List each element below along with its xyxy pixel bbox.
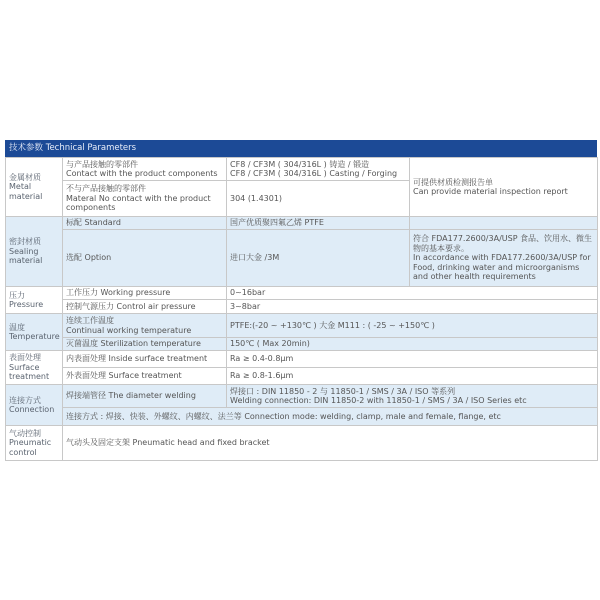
param-label: 外表面处理 Surface treatment [63, 368, 227, 385]
label-zh: 金属材质 [9, 172, 41, 182]
param-label: 灭菌温度 Sterilization temperature [63, 338, 227, 351]
label-en: Contact with the product components [66, 169, 218, 178]
value-en: Welding connection: DIN 11850-2 with 11850-1 / SMS / 3A / ISO Series etc [230, 396, 527, 405]
param-value: 0~16bar [227, 287, 598, 300]
table-row [6, 351, 598, 368]
label-en: Temperature [9, 332, 60, 341]
param-value: 304 (1.4301) [227, 181, 410, 217]
table-row [6, 230, 598, 287]
value-zh: 焊接口 : DIN 11850 - 2 与 11850-1 / SMS / 3A / ISO 等系列 [230, 386, 456, 396]
category-pneumatic [6, 426, 63, 461]
param-value: Ra ≥ 0.4-0.8μm [227, 351, 598, 368]
label-zh: 连接方式 [9, 395, 41, 405]
category-connection [6, 385, 63, 426]
parameters-grid [5, 157, 598, 461]
param-label: 标配 Standard [63, 217, 227, 230]
value-zh: CF8 / CF3M ( 304/316L ) 铸造 / 锻造 [230, 159, 370, 169]
category-sealing [6, 217, 63, 287]
label-zh: 温度 [9, 322, 25, 332]
category-pressure [6, 287, 63, 314]
note-en: Can provide material inspection report [413, 187, 568, 196]
param-label [63, 181, 227, 217]
param-note [410, 230, 598, 287]
label-zh: 连续工作温度 [66, 316, 114, 325]
param-value [227, 158, 410, 181]
param-value: 气动头及固定支架 Pneumatic head and fixed bracket [63, 426, 598, 461]
label-zh: 不与产品接触的零部件 [66, 184, 146, 194]
table-row [6, 287, 598, 300]
param-value: 连接方式 : 焊接、快装、外螺纹、内螺纹、法兰等 Connection mode: welding, clamp, male and female, flange, etc [63, 408, 598, 426]
param-value: Ra ≥ 0.8-1.6μm [227, 368, 598, 385]
label-en: Pneumatic control [9, 438, 52, 457]
table-title: 技术参数 Technical Parameters [5, 140, 597, 157]
table-row [6, 300, 598, 314]
param-label: 工作压力 Working pressure [63, 287, 227, 300]
note-zh: 符合 FDA177.2600/3A/USP 食品、饮用水、微生物的基本要求。 [413, 234, 593, 253]
table-row [6, 338, 598, 351]
label-en: Connection [9, 405, 55, 414]
label-zh: 气动控制 [9, 428, 41, 438]
param-value: 3~8bar [227, 300, 598, 314]
label-zh: 表面处理 [9, 353, 41, 363]
table-row [6, 368, 598, 385]
label-en: Metal material [9, 182, 43, 201]
label-en: Sealing material [9, 246, 43, 266]
label-en: Materal No contact with the product components [66, 193, 211, 213]
param-label: 焊接端管径 The diameter welding [63, 385, 227, 408]
label-zh: 压力 [9, 290, 25, 300]
label-en: Continual working temperature [66, 325, 192, 335]
category-surface [6, 351, 63, 385]
label-zh: 与产品接触的零部件 [66, 159, 138, 169]
label-zh: 密封材质 [9, 237, 41, 247]
table-row [6, 385, 598, 408]
technical-parameters-table [5, 140, 597, 461]
table-row [6, 426, 598, 461]
label-en: Pressure [9, 300, 44, 309]
param-label: 选配 Option [63, 230, 227, 287]
param-label: 控制气源压力 Control air pressure [63, 300, 227, 314]
param-label [63, 158, 227, 181]
category-temperature [6, 314, 63, 351]
value-en: CF8 / CF3M ( 304/316L ) Casting / Forging [230, 169, 398, 178]
param-note [410, 217, 598, 230]
category-metal [6, 158, 63, 217]
table-row [6, 408, 598, 426]
table-row [6, 158, 598, 181]
note-en: In accordance with FDA177.2600/3A/USP for Food, drinking water and microorganisms and other health requirements [413, 253, 591, 282]
param-label [63, 314, 227, 338]
param-value: 150℃ ( Max 20min) [227, 338, 598, 351]
param-label: 内表面处理 Inside surface treatment [63, 351, 227, 368]
param-value: 进口大金 /3M [227, 230, 410, 287]
param-value: PTFE:(-20 ~ +130℃ ) 大金 M111 : ( -25 ~ +150℃ ) [227, 314, 598, 338]
param-value: 国产优质聚四氟乙烯 PTFE [227, 217, 410, 230]
table-row [6, 217, 598, 230]
table-row [6, 314, 598, 338]
note-zh: 可提供材质检测报告单 [413, 177, 493, 187]
param-value [227, 385, 598, 408]
param-note [410, 158, 598, 217]
label-en: Surface treatment [9, 362, 50, 382]
